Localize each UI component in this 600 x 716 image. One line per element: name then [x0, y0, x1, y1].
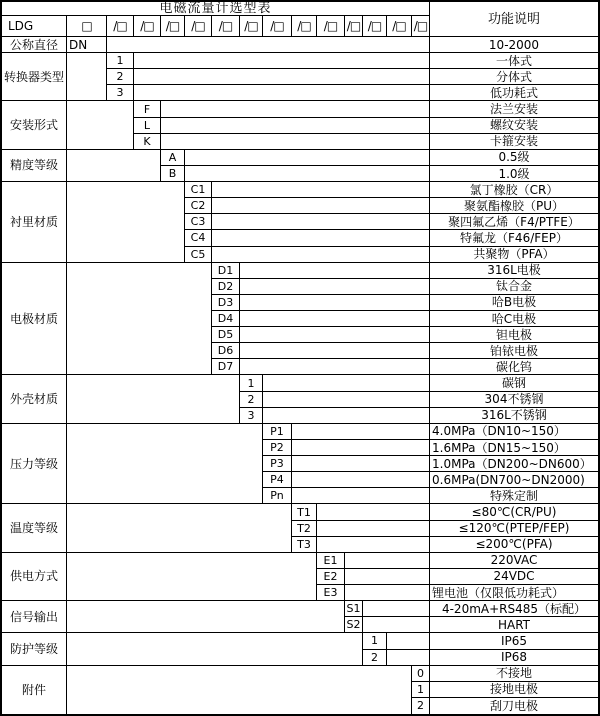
- filler-cell: [67, 666, 412, 714]
- filler-cell: [345, 569, 430, 585]
- filler-cell: [212, 198, 430, 214]
- filler-cell: [363, 617, 430, 633]
- description-cell: 共聚物（PFA）: [430, 247, 598, 263]
- code-cell: D7: [212, 359, 240, 375]
- filler-cell: [387, 650, 430, 666]
- description-cell: 低功耗式: [430, 85, 598, 101]
- description-cell: 1.0MPa（DN200~DN600）: [430, 456, 598, 472]
- code-cell: S2: [345, 617, 363, 633]
- description-cell: HART: [430, 617, 598, 633]
- filler-cell: [107, 37, 430, 53]
- first-code-box: □: [67, 16, 107, 37]
- filler-cell: [240, 263, 430, 279]
- code-cell: P2: [263, 440, 292, 456]
- code-cell: K: [134, 134, 161, 150]
- code-cell: F: [134, 101, 161, 117]
- code-cell: D3: [212, 295, 240, 311]
- description-cell: 特氟龙（F46/FEP）: [430, 230, 598, 246]
- filler-cell: [263, 392, 430, 408]
- description-cell: 法兰安装: [430, 101, 598, 117]
- category-label: 附件: [2, 666, 67, 714]
- filler-cell: [345, 585, 430, 601]
- code-cell: 1: [412, 682, 430, 698]
- filler-cell: [240, 295, 430, 311]
- description-cell: 钽电极: [430, 327, 598, 343]
- code-cell: B: [161, 166, 185, 182]
- category-label: 压力等级: [2, 424, 67, 505]
- description-cell: 304不锈钢: [430, 392, 598, 408]
- description-cell: ≤200℃(PFA): [430, 537, 598, 553]
- filler-cell: [240, 279, 430, 295]
- filler-cell: [263, 408, 430, 424]
- filler-cell: [134, 85, 430, 101]
- code-cell: D1: [212, 263, 240, 279]
- code-cell: C1: [185, 182, 212, 198]
- filler-cell: [363, 601, 430, 617]
- code-slot-cell: /□: [363, 16, 387, 37]
- filler-cell: [67, 150, 161, 182]
- category-label: 防护等级: [2, 633, 67, 665]
- description-cell: 分体式: [430, 69, 598, 85]
- description-cell: IP68: [430, 650, 598, 666]
- description-cell: 聚四氟乙烯（F4/PTFE）: [430, 214, 598, 230]
- code-cell: E3: [317, 585, 345, 601]
- code-slot-cell: /□: [185, 16, 212, 37]
- description-cell: 0.6MPa(DN700~DN2000): [430, 472, 598, 488]
- description-cell: 卡箍安装: [430, 134, 598, 150]
- description-cell: 4-20mA+RS485（标配）: [430, 601, 598, 617]
- code-slot-cell: /□: [345, 16, 363, 37]
- filler-cell: [292, 488, 430, 504]
- filler-cell: [240, 327, 430, 343]
- category-label-diameter: 公称直径: [2, 37, 67, 53]
- description-cell: 0.5级: [430, 150, 598, 166]
- code-slot-cell: /□: [412, 16, 430, 37]
- filler-cell: [134, 53, 430, 69]
- filler-cell: [67, 375, 240, 423]
- code-cell: 2: [412, 698, 430, 714]
- description-cell: 1.0级: [430, 166, 598, 182]
- filler-cell: [67, 53, 107, 101]
- code-cell: E2: [317, 569, 345, 585]
- filler-cell: [161, 101, 430, 117]
- diameter-code: DN: [67, 37, 107, 53]
- code-cell: 2: [107, 69, 134, 85]
- table-title: 电磁流量计选型表: [2, 2, 430, 16]
- filler-cell: [292, 456, 430, 472]
- code-cell: 3: [240, 408, 263, 424]
- code-cell: P1: [263, 424, 292, 440]
- code-cell: 0: [412, 666, 430, 682]
- code-slot-cell: /□: [263, 16, 292, 37]
- description-cell: 不接地: [430, 666, 598, 682]
- description-cell: 聚氨酯橡胶（PU）: [430, 198, 598, 214]
- category-label: 温度等级: [2, 504, 67, 552]
- description-cell: 刮刀电极: [489, 698, 538, 713]
- description-cell: 1.6MPa（DN15~150）: [430, 440, 598, 456]
- code-cell: T2: [292, 521, 317, 537]
- code-cell: D4: [212, 311, 240, 327]
- code-cell: E1: [317, 553, 345, 569]
- filler-cell: [161, 118, 430, 134]
- category-label: 衬里材质: [2, 182, 67, 263]
- description-cell: 24VDC: [430, 569, 598, 585]
- category-label: 电极材质: [2, 263, 67, 376]
- code-cell: D6: [212, 343, 240, 359]
- code-slot-cell: /□: [161, 16, 185, 37]
- code-cell: C4: [185, 230, 212, 246]
- category-label: 信号输出: [2, 601, 67, 633]
- filler-cell: [67, 633, 363, 665]
- code-cell: D5: [212, 327, 240, 343]
- description-cell: 特殊定制: [430, 488, 598, 504]
- description-cell: 4.0MPa（DN10~150）: [430, 424, 598, 440]
- model-code: LDG: [2, 16, 67, 37]
- code-slot-cell: /□: [107, 16, 134, 37]
- code-cell: 1: [363, 633, 387, 649]
- code-cell: 3: [107, 85, 134, 101]
- filler-cell: [67, 601, 345, 633]
- category-label: 外壳材质: [2, 375, 67, 423]
- code-cell: 1: [107, 53, 134, 69]
- category-label: 安装形式: [2, 101, 67, 149]
- filler-cell: [67, 424, 263, 505]
- code-cell: 2: [363, 650, 387, 666]
- filler-cell: [212, 247, 430, 263]
- filler-cell: [240, 343, 430, 359]
- description-cell: 碳化钨: [430, 359, 598, 375]
- code-cell: P3: [263, 456, 292, 472]
- code-cell: P4: [263, 472, 292, 488]
- filler-cell: [212, 230, 430, 246]
- code-cell: C2: [185, 198, 212, 214]
- filler-cell: [317, 537, 430, 553]
- filler-cell: [240, 359, 430, 375]
- filler-cell: [212, 214, 430, 230]
- function-header: 功能说明: [430, 2, 598, 37]
- code-cell: C5: [185, 247, 212, 263]
- description-cell: 螺纹安装: [430, 118, 598, 134]
- description-cell: ≤80℃(CR/PU): [430, 504, 598, 520]
- code-slot-cell: /□: [292, 16, 317, 37]
- filler-cell: [345, 553, 430, 569]
- description-cell: 一体式: [430, 53, 598, 69]
- filler-cell: [161, 134, 430, 150]
- description-cell: 接地电极: [430, 682, 598, 698]
- code-slot-cell: /□: [240, 16, 263, 37]
- filler-cell: [67, 101, 134, 149]
- code-cell: 1: [240, 375, 263, 391]
- filler-cell: [317, 521, 430, 537]
- description-cell: 碳钢: [430, 375, 598, 391]
- filler-cell: [292, 440, 430, 456]
- code-slot-cell: /□: [212, 16, 240, 37]
- filler-cell: [263, 375, 430, 391]
- filler-cell: [212, 182, 430, 198]
- filler-cell: [292, 472, 430, 488]
- code-slot-cell: /□: [317, 16, 345, 37]
- filler-cell: [67, 263, 212, 376]
- code-cell: 2: [240, 392, 263, 408]
- code-cell: D2: [212, 279, 240, 295]
- category-label: 供电方式: [2, 553, 67, 601]
- code-cell: T1: [292, 504, 317, 520]
- description-cell: 316L电极: [430, 263, 598, 279]
- description-cell: IP65: [430, 633, 598, 649]
- description-cell: 哈C电极: [430, 311, 598, 327]
- filler-cell: [67, 182, 185, 263]
- code-slot-cell: /□: [387, 16, 412, 37]
- description-cell: 铂铱电极: [430, 343, 598, 359]
- code-cell: A: [161, 150, 185, 166]
- filler-cell: [317, 504, 430, 520]
- code-cell: S1: [345, 601, 363, 617]
- description-cell: 氯丁橡胶（CR）: [430, 182, 598, 198]
- category-label: 转换器类型: [2, 53, 67, 101]
- description-cell: 锂电池（仅限低功耗式）: [430, 585, 598, 601]
- description-cell: 钛合金: [430, 279, 598, 295]
- description-cell: 10-2000: [430, 37, 598, 53]
- description-cell: ≤120℃(PTEP/FEP): [430, 521, 598, 537]
- filler-cell: [67, 504, 292, 552]
- filler-cell: [185, 150, 430, 166]
- code-cell: C3: [185, 214, 212, 230]
- description-cell: 220VAC: [430, 553, 598, 569]
- description-cell: 316L不锈钢: [430, 408, 598, 424]
- filler-cell: [134, 69, 430, 85]
- code-cell: T3: [292, 537, 317, 553]
- code-cell: L: [134, 118, 161, 134]
- description-cell: 哈B电极: [430, 295, 598, 311]
- filler-cell: [67, 553, 317, 601]
- code-cell: Pn: [263, 488, 292, 504]
- filler-cell: [240, 311, 430, 327]
- category-label: 精度等级: [2, 150, 67, 182]
- filler-cell: [185, 166, 430, 182]
- code-slot-cell: /□: [134, 16, 161, 37]
- filler-cell: [387, 633, 430, 649]
- filler-cell: [292, 424, 430, 440]
